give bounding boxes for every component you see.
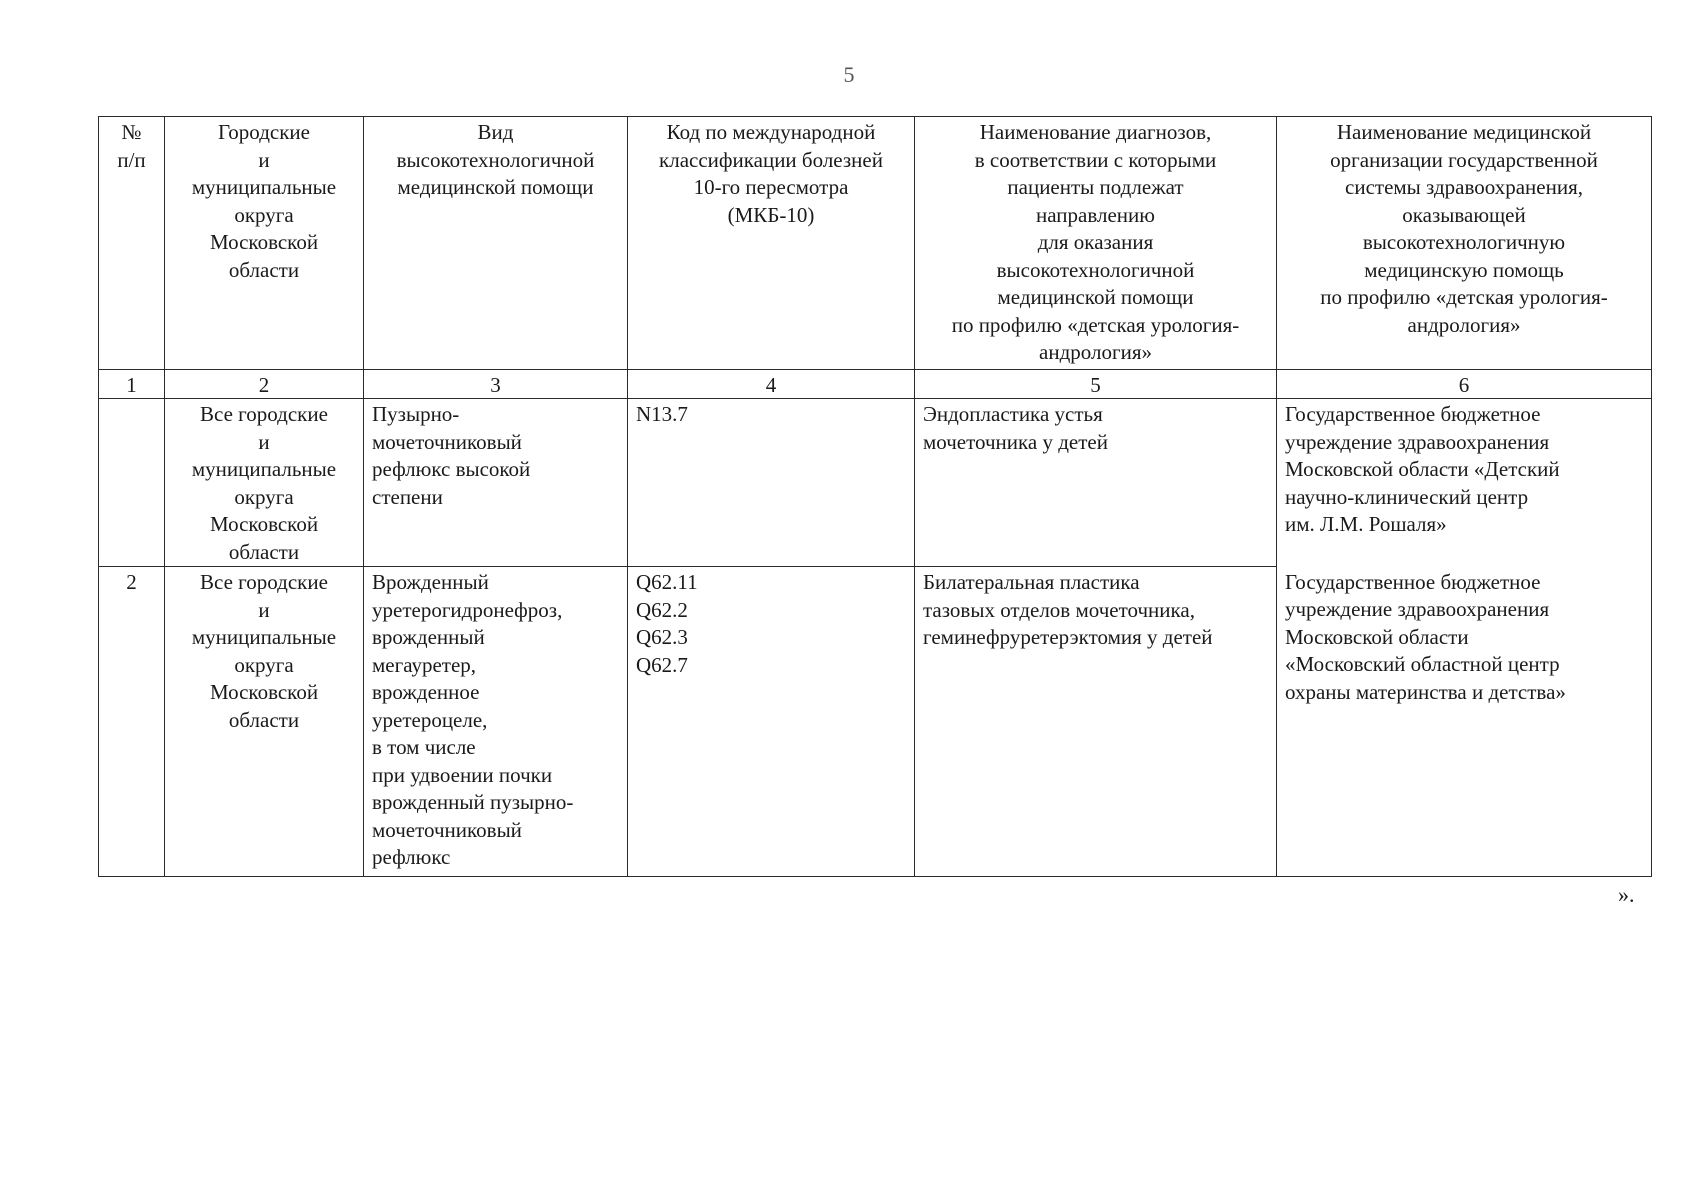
column-number: 2	[165, 370, 364, 399]
row-diagnosis: Билатеральная пластика тазовых отделов мочеточника, геминефруретерэктомия у детей	[915, 567, 1277, 877]
row-district: Все городские и муниципальные округа Московской области	[165, 399, 364, 567]
row-icd-code: N13.7	[628, 399, 915, 567]
row-district: Все городские и муниципальные округа Московской области	[165, 567, 364, 877]
page-number: 5	[843, 62, 855, 87]
column-number-row	[99, 370, 1652, 399]
header-diagnosis: Наименование диагнозов, в соответствии с которыми пациенты подлежат направлению для оказания высокотехнологичной медицинской помощи по профилю «детская урология- андрология»	[915, 117, 1277, 370]
column-number: 6	[1277, 370, 1652, 399]
header-district: Городские и муниципальные округа Московской области	[165, 117, 364, 370]
closing-quote-mark: ».	[1618, 882, 1635, 907]
header-organization: Наименование медицинской организации государственной системы здравоохранения, оказывающей высокотехнологичную медицинскую помощь по профилю «детская урология- андрология»	[1277, 117, 1652, 370]
row-diagnosis: Эндопластика устья мочеточника у детей	[915, 399, 1277, 567]
row-organization: Государственное бюджетное учреждение здравоохранения Московской области «Московский областной центр охраны материнства и детства»	[1277, 567, 1652, 877]
row-number: 2	[99, 567, 165, 877]
column-number: 1	[99, 370, 165, 399]
table-row	[99, 567, 1652, 877]
header-icd-code: Код по международной классификации болезней 10-го пересмотра (МКБ-10)	[628, 117, 915, 370]
table-row	[99, 399, 1652, 567]
row-organization: Государственное бюджетное учреждение здравоохранения Московской области «Детский научно-клинический центр им. Л.М. Рошаля»	[1277, 399, 1652, 567]
column-number: 3	[364, 370, 628, 399]
column-number: 5	[915, 370, 1277, 399]
row-care-type: Пузырно- мочеточниковый рефлюкс высокой степени	[364, 399, 628, 567]
hmc-routing-table	[98, 116, 1652, 877]
table-header-row	[99, 117, 1652, 370]
column-number: 4	[628, 370, 915, 399]
row-icd-code: Q62.11 Q62.2 Q62.3 Q62.7	[628, 567, 915, 877]
header-care-type: Вид высокотехнологичной медицинской помощи	[364, 117, 628, 370]
header-number: № п/п	[99, 117, 165, 370]
row-care-type: Врожденный уретерогидронефроз, врожденный мегауретер, врожденное уретероцеле, в том числе при удвоении почки врожденный пузырно- мочеточниковый рефлюкс	[364, 567, 628, 877]
row-number	[99, 399, 165, 567]
